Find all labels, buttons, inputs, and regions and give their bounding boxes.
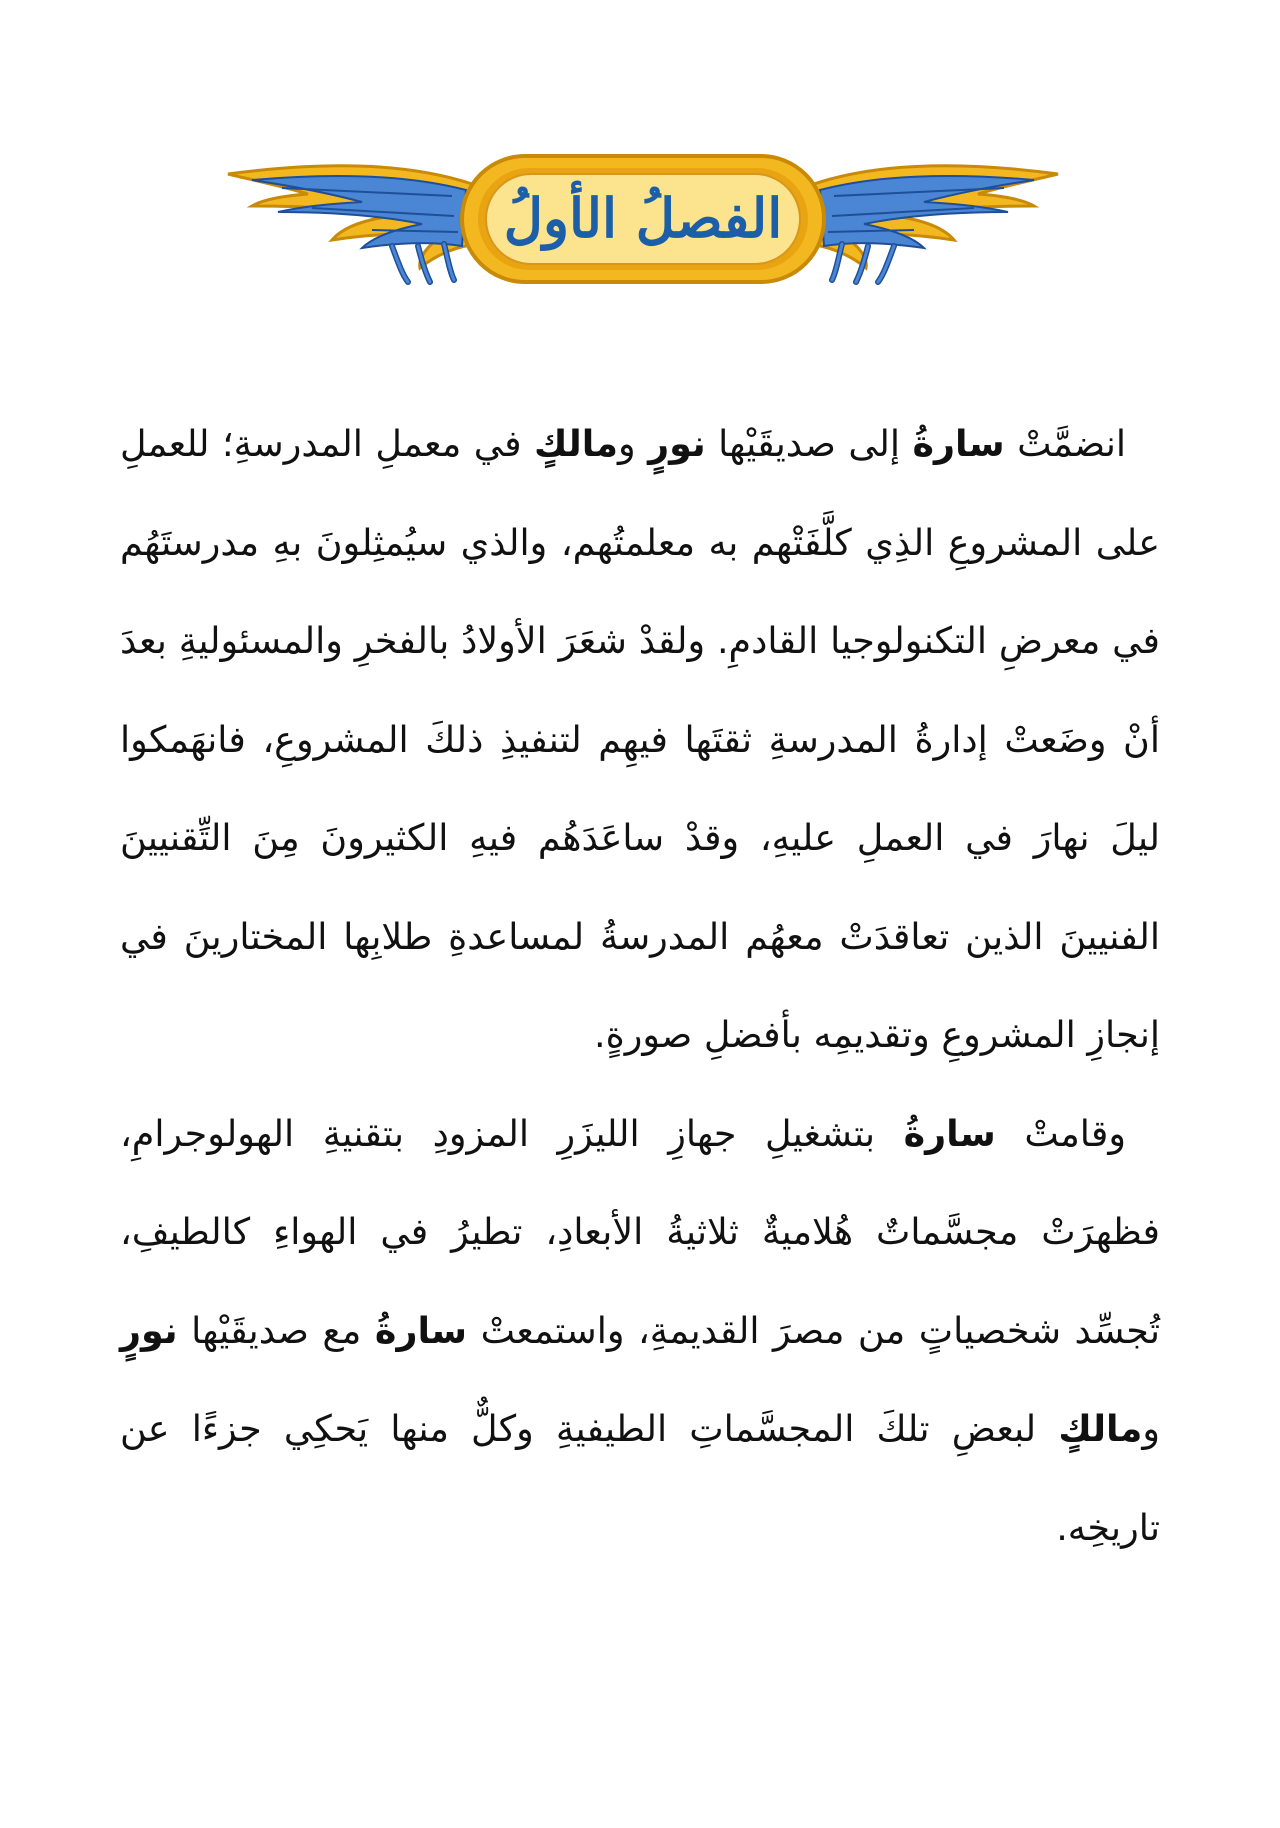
character-name-sara: سارةُ xyxy=(903,1111,996,1155)
text-run: انضمَّتْ xyxy=(1004,422,1126,465)
paragraph-1 xyxy=(120,395,1160,1085)
character-name-nour: نورٍ xyxy=(648,422,706,465)
text-run: وقامتْ xyxy=(995,1111,1126,1155)
text-run: و xyxy=(618,422,649,465)
text-run: و xyxy=(1142,1407,1160,1450)
text-run: في معملِ المدرسةِ؛ للعملِ على المشروعِ الذِي كلَّفَتْهم به معلمتُهم، والذي سيُمثِلونَ بهِ مدرستَهُم في معرضِ التكنولوجيا القادمِ. ولقدْ شعَرَ الأولادُ بالفخرِ والمسئوليةِ بعدَ أنْ وضَعتْ إدارةُ المدرسةِ ثقتَها فيهِم لتنفيذِ ذلكَ المشروعِ، فانهَمكوا ليلَ نهارَ في العملِ عليهِ، وقدْ ساعَدَهُم فيهِ الكثيرونَ مِنَ التِّقنيينَ الفنيينَ الذين تعاقدَتْ معهُم المدرسةُ لمساعدةِ طلابِها المختارينَ في إنجازِ المشروعِ وتقديمِه بأفضلِ صورةٍ. xyxy=(120,422,1160,1056)
right-wing-icon xyxy=(808,166,1058,282)
left-wing-icon xyxy=(228,166,478,282)
chapter-title: الفصلُ الأولُ xyxy=(503,186,783,250)
character-name-sara: سارةُ xyxy=(912,422,1005,465)
text-run: مع صديقَيْها xyxy=(177,1308,375,1352)
character-name-nour: نورٍ xyxy=(120,1308,178,1352)
text-run: بتشغيلِ جهازِ الليزَرِ المزودِ بتقنيةِ الهولوجرامِ، فظهرَتْ مجسَّماتٌ هُلاميةٌ ثلاثيةُ الأبعادِ، تطيرُ في الهواءِ كالطيفِ، تُجسِّد شخصياتٍ من مصرَ القديمةِ، واستمعتْ xyxy=(120,1111,1160,1352)
chapter-banner xyxy=(222,150,1064,290)
story-text xyxy=(120,395,1160,1577)
character-name-malek: مالكٍ xyxy=(534,422,619,465)
character-name-sara: سارةُ xyxy=(374,1308,468,1352)
character-name-malek: مالكٍ xyxy=(1058,1407,1143,1450)
text-run: لبعضِ تلكَ المجسَّماتِ الطيفيةِ وكلٌّ منها يَحكِي جزءًا عن تاريخِه. xyxy=(120,1407,1160,1549)
text-run: إلى صديقَيْها xyxy=(705,422,913,465)
paragraph-2 xyxy=(120,1085,1160,1578)
